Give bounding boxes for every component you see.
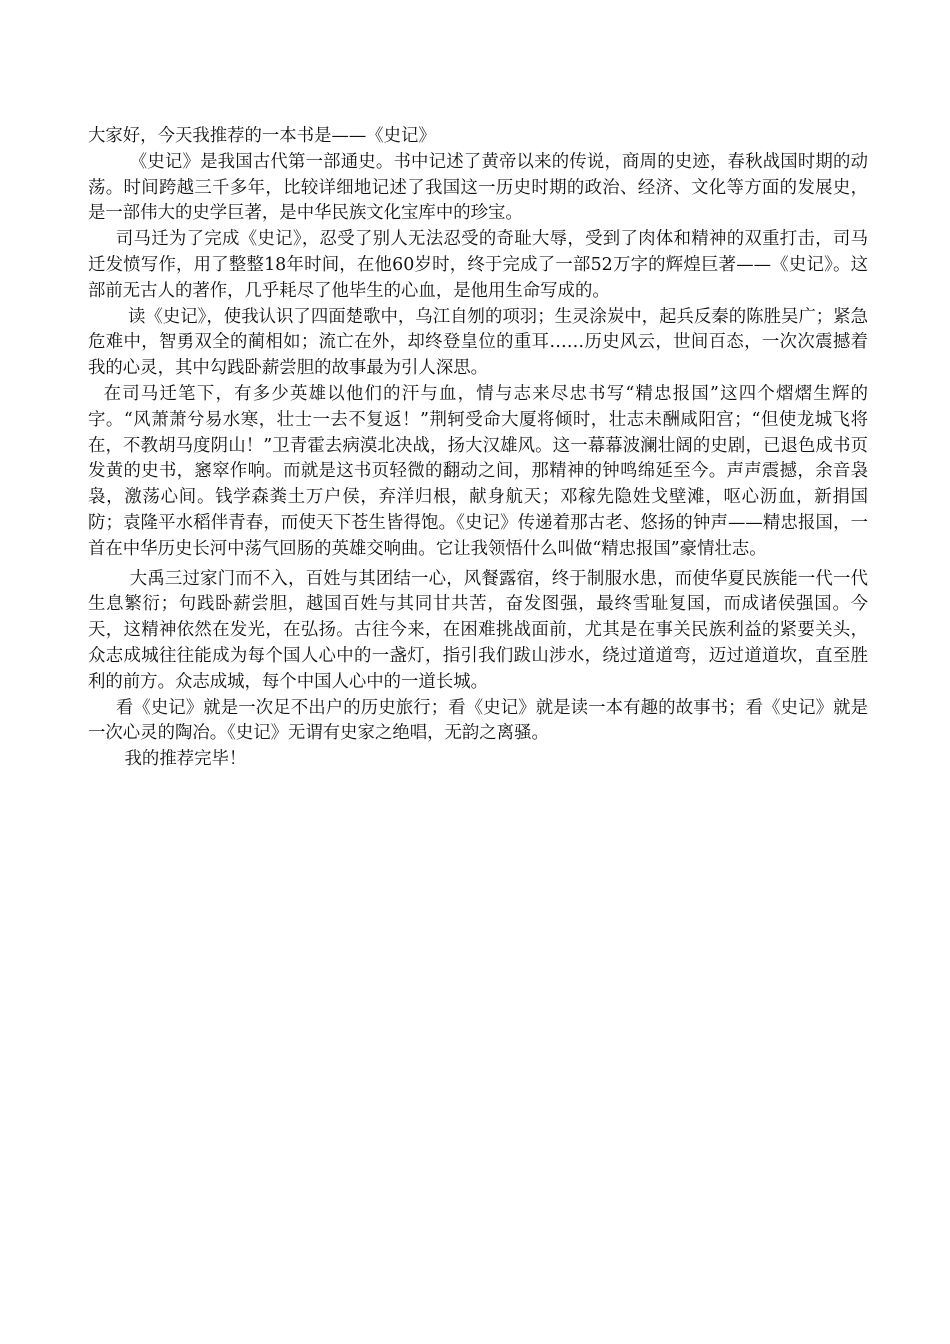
closing-line: 我的推荐完毕！: [124, 749, 247, 770]
paragraph-unity: 大禹三过家门而不入，百姓与其团结一心，风餐露宿，终于制服水患，而使华夏民族能一代一代生息繁衍；句践卧薪尝胆，越国百姓与其同甘共苦，奋发图强，最终雪耻复国，而成诸侯强国。今天，这精神依然在发光，在弘扬。古往今来，在困难挑战面前，尤其是在事关民族利益的紧要关头，众志成城往往能成为每个国人心中的一盏灯，指引我们跋山涉水，绕过道道弯，迈过道道坎，直至胜利的前方。众志成城，每个中国人心中的一道长城。: [88, 568, 868, 692]
paragraph-summary: 看《史记》就是一次足不出户的历史旅行；看《史记》就是读一本有趣的故事书；看《史记》就是一次心灵的陶冶。《史记》无谓有史家之绝唱，无韵之离骚。: [88, 697, 868, 744]
paragraph-sima-qian: 司马迁为了完成《史记》，忍受了别人无法忍受的奇耻大辱，受到了肉体和精神的双重打击，司马迁发愤写作，用了整整18年时间，在他60岁时，终于完成了一部52万字的辉煌巨著——《史记》。这部前无古人的著作，几乎耗尽了他毕生的心血，是他用生命写成的。: [88, 229, 868, 301]
document-body: [88, 124, 868, 773]
paragraph-heroes: 在司马迁笔下，有多少英雄以他们的汗与血，情与志来尽忠书写“精忠报国”这四个熠熠生辉的字。“风萧萧兮易水寒，壮士一去不复返！”荆轲受命大厦将倾时，壮志未酬咸阳宫；“但使龙城飞将在，不教胡马度阴山！”卫青霍去病漠北决战，扬大汉雄风。这一幕幕波澜壮阔的史剧，已退色成书页发黄的史书，窸窣作响。而就是这书页轻微的翻动之间，那精神的钟鸣绵延至今。声声震撼，余音袅袅，激荡心间。钱学森粪土万户侯，弃洋归根，献身航天；邓稼先隐姓戈壁滩，呕心沥血，新捐国防；袁隆平水稻伴青春，而使天下苍生皆得饱。《史记》传递着那古老、悠扬的钟声——精忠报国，一首在中华历史长河中荡气回肠的英雄交响曲。它让我领悟什么叫做“精忠报国”豪情壮志。: [88, 383, 868, 559]
opening-line: 大家好，今天我推荐的一本书是——《史记》: [88, 126, 436, 146]
paragraph-reading: 读《史记》，使我认识了四面楚歌中，乌江自刎的项羽；生灵涂炭中，起兵反秦的陈胜吴广；紧急危难中，智勇双全的蔺相如；流亡在外，却终登皇位的重耳……历史风云，世间百态，一次次震撼着我的心灵，其中勾践卧薪尝胆的故事最为引人深思。: [88, 306, 868, 379]
paragraph-intro: 《史记》是我国古代第一部通史。书中记述了黄帝以来的传说，商周的史迹，春秋战国时期的动荡。时间跨越三千多年，比较详细地记述了我国这一历史时期的政治、经济、文化等方面的发展史，是一部伟大的史学巨著，是中华民族文化宝库中的珍宝。: [88, 151, 868, 224]
